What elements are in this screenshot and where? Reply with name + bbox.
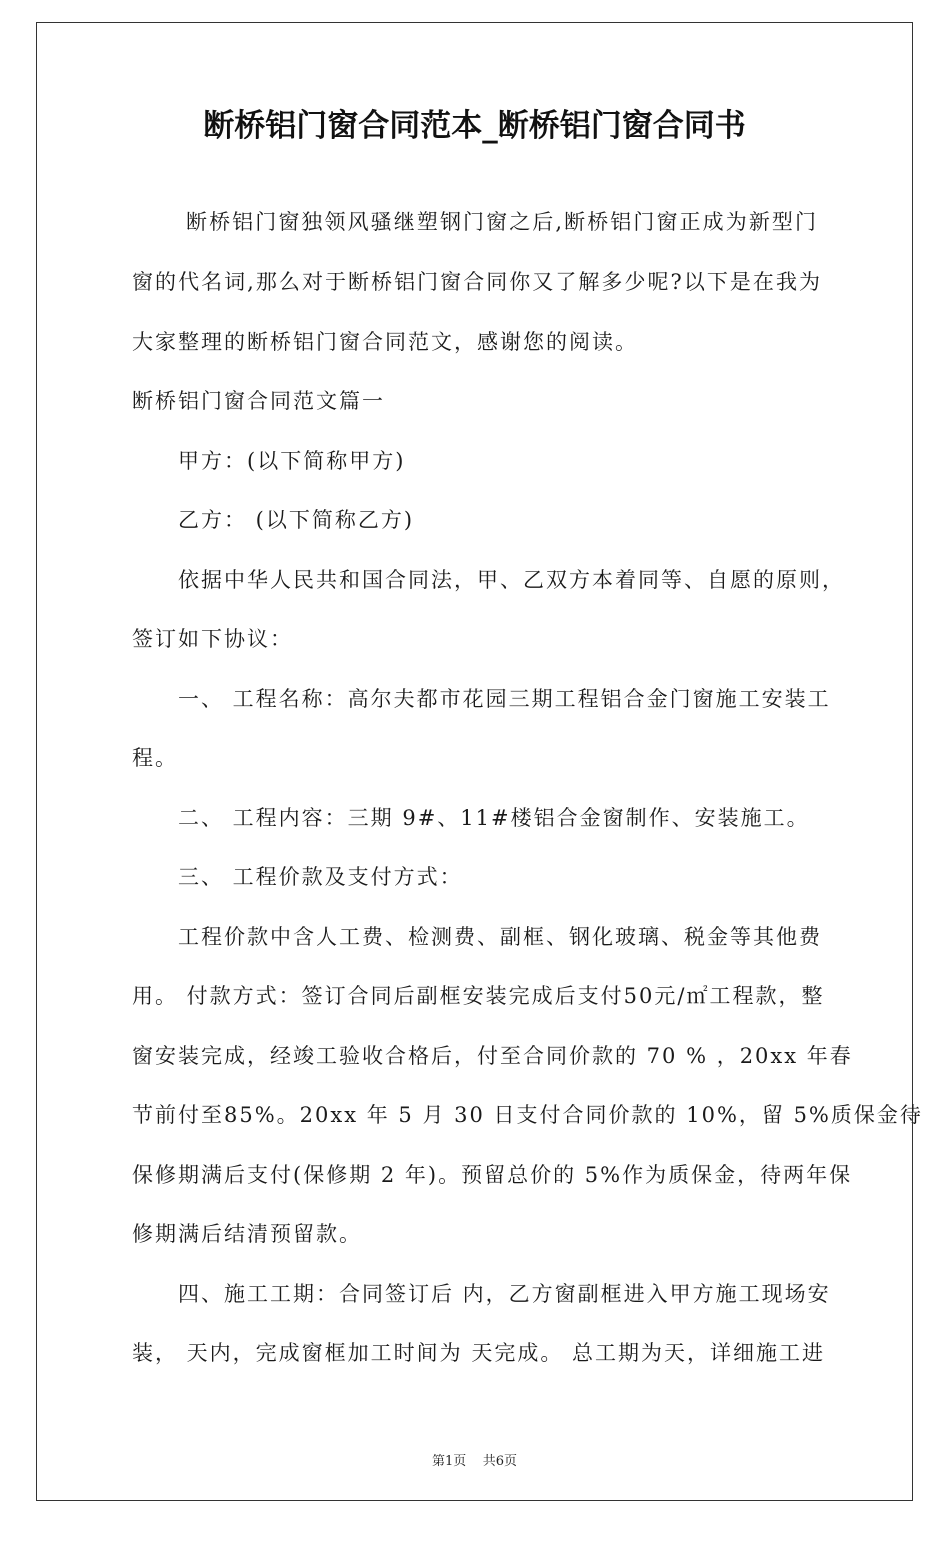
clause-line: 装， 天内，完成窗框加工时间为 天完成。 总工期为天，详细施工进 xyxy=(132,1341,826,1365)
paragraph-line: 修期满后结清预留款。 xyxy=(132,1222,362,1246)
paragraph-line: 签订如下协议： xyxy=(132,627,293,651)
clause-line: 四、施工工期：合同签订后 内，乙方窗副框进入甲方施工现场安 xyxy=(178,1282,831,1306)
clause-line: 程。 xyxy=(132,746,178,770)
paragraph-line: 保修期满后支付(保修期 2 年)。预留总价的 5%作为质保金，待两年保 xyxy=(132,1163,853,1187)
paragraph-line: 窗安装完成，经竣工验收合格后，付至合同价款的 70 % ，20xx 年春 xyxy=(132,1044,853,1068)
paragraph-line: 窗的代名词,那么对于断桥铝门窗合同你又了解多少呢?以下是在我为 xyxy=(132,270,822,294)
party-b-line: 乙方： (以下简称乙方) xyxy=(178,508,415,532)
clause-line: 一、 工程名称：高尔夫都市花园三期工程铝合金门窗施工安装工 xyxy=(178,687,831,711)
paragraph-line: 用。 付款方式：签订合同后副框安装完成后支付50元/㎡工程款，整 xyxy=(132,984,825,1008)
paragraph-line: 节前付至85%。20xx 年 5 月 30 日支付合同价款的 10%，留 5%质保金待 xyxy=(132,1103,923,1127)
paragraph-line: 大家整理的断桥铝门窗合同范文，感谢您的阅读。 xyxy=(132,330,638,354)
paragraph-line: 断桥铝门窗独领风骚继塑钢门窗之后,断桥铝门窗正成为新型门 xyxy=(186,210,818,234)
section-heading: 断桥铝门窗合同范文篇一 xyxy=(132,389,385,413)
paragraph-line: 工程价款中含人工费、检测费、副框、钢化玻璃、税金等其他费 xyxy=(178,925,822,949)
clause-line: 二、 工程内容：三期 9#、11#楼铝合金窗制作、安装施工。 xyxy=(178,806,810,830)
clause-line: 三、 工程价款及支付方式： xyxy=(178,865,463,889)
document-title: 断桥铝门窗合同范本_断桥铝门窗合同书 xyxy=(203,108,746,144)
party-a-line: 甲方：(以下简称甲方) xyxy=(178,449,406,473)
paragraph-line: 依据中华人民共和国合同法，甲、乙双方本着同等、自愿的原则， xyxy=(178,568,845,592)
page-footer: 第1页 共6页 xyxy=(431,1454,518,1469)
